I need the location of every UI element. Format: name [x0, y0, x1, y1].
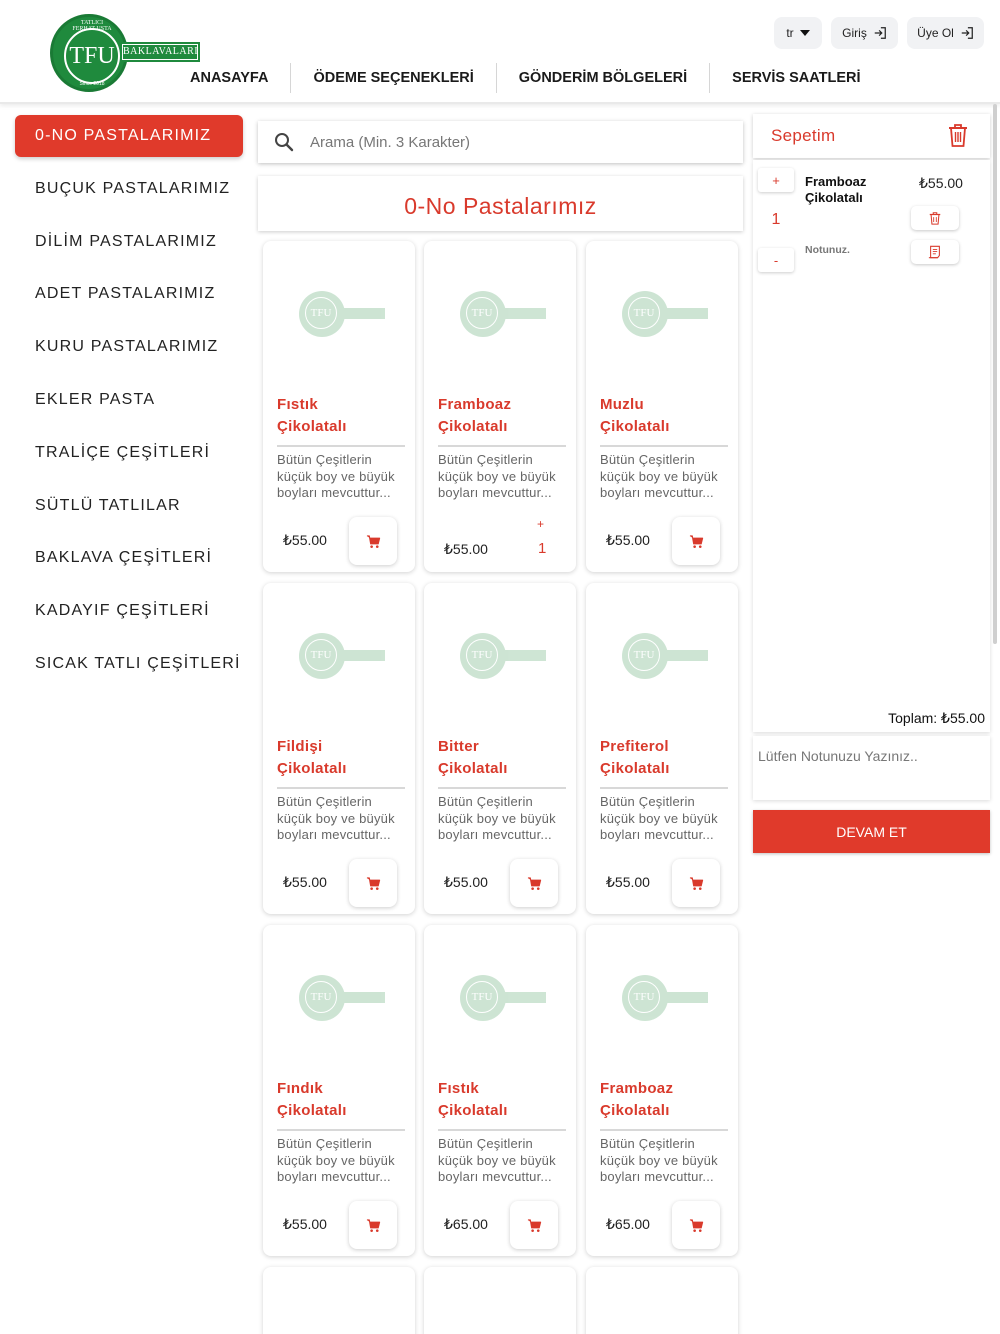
cart-total: Toplam: ₺55.00: [888, 710, 985, 726]
product-description-line: boyları mevcuttur...: [438, 485, 552, 501]
product-name-line1: Framboaz: [600, 1080, 674, 1097]
add-to-cart-button[interactable]: [349, 517, 397, 565]
product-description: [277, 794, 405, 844]
product-name-line1: Fındık: [277, 1080, 323, 1097]
cart-icon: [366, 876, 381, 891]
product-image-placeholder: [460, 291, 548, 339]
logo-monogram: TFU: [64, 28, 120, 84]
logo-arc-text: TATLICI FERHAT USTA: [72, 20, 112, 32]
cart-qty-value: 1: [771, 211, 781, 228]
product-card[interactable]: [586, 925, 738, 1256]
product-price: ₺55.00: [444, 541, 488, 557]
product-divider: [438, 1129, 566, 1131]
product-description-line: küçük boy ve büyük: [600, 468, 718, 484]
product-name: [600, 736, 728, 779]
nav-payment-options[interactable]: ÖDEME SEÇENEKLERİ: [313, 70, 474, 86]
logo-band: BAKLAVALARI: [122, 44, 198, 60]
nav-delivery-areas[interactable]: GÖNDERİM BÖLGELERİ: [518, 70, 688, 86]
product-name-line2: Çikolatalı: [438, 759, 508, 777]
sidebar-item-bucuk-pastalarimiz[interactable]: BUÇUK PASTALARIMIZ: [35, 179, 231, 197]
product-price: ₺65.00: [606, 1216, 650, 1232]
product-image-placeholder: [622, 633, 710, 681]
language-select[interactable]: [774, 17, 822, 49]
product-description: [600, 1136, 728, 1186]
product-description-line: küçük boy ve büyük: [277, 1152, 395, 1168]
cart-item-note-button[interactable]: [911, 240, 959, 264]
product-description-line: Bütün Çeşitlerin: [277, 452, 372, 467]
product-divider: [600, 787, 728, 789]
sidebar-item-sutlu-tatlilar[interactable]: SÜTLÜ TATLILAR: [35, 496, 181, 514]
product-card[interactable]: [263, 583, 415, 914]
product-name-line2: Çikolatalı: [600, 1101, 670, 1119]
product-description-line: Bütün Çeşitlerin: [277, 1136, 372, 1151]
product-name: [600, 394, 728, 437]
add-to-cart-button[interactable]: [349, 1201, 397, 1249]
product-name-line2: Çikolatalı: [600, 417, 670, 435]
product-description-line: küçük boy ve büyük: [438, 810, 556, 826]
product-description-line: Bütün Çeşitlerin: [277, 794, 372, 809]
product-price: ₺55.00: [283, 1216, 327, 1232]
product-name: [600, 1078, 728, 1121]
product-divider: [277, 1129, 405, 1131]
product-name-line1: Fıstık: [277, 396, 318, 413]
product-description: [438, 794, 566, 844]
product-name-line1: Muzlu: [600, 396, 644, 413]
register-button[interactable]: [907, 17, 984, 49]
product-name: [277, 1078, 405, 1121]
logo-since: Since 2018: [79, 81, 105, 87]
search-bar: [258, 121, 743, 163]
add-to-cart-button[interactable]: [672, 1201, 720, 1249]
product-price: ₺55.00: [283, 874, 327, 890]
product-description: [277, 452, 405, 502]
product-price: ₺55.00: [283, 532, 327, 548]
product-name: [438, 394, 566, 437]
product-description-line: boyları mevcuttur...: [277, 827, 391, 843]
order-note-field[interactable]: [753, 736, 990, 800]
product-name-line2: Çikolatalı: [600, 759, 670, 777]
product-name: [277, 736, 405, 779]
nav-home[interactable]: ANASAYFA: [190, 70, 269, 86]
login-label: Giriş: [842, 26, 867, 40]
product-name-line1: Framboaz: [438, 396, 512, 413]
product-card[interactable]: [263, 241, 415, 572]
cart-body: [753, 160, 990, 732]
product-description-line: küçük boy ve büyük: [438, 1152, 556, 1168]
product-price: ₺65.00: [444, 1216, 488, 1232]
cart-icon: [689, 534, 704, 549]
cart-item-name: [805, 174, 895, 206]
search-icon: [274, 132, 294, 152]
product-card[interactable]: [424, 925, 576, 1256]
product-name: [438, 736, 566, 779]
product-description-line: boyları mevcuttur...: [600, 485, 714, 501]
product-price: ₺55.00: [606, 874, 650, 890]
search-input[interactable]: [310, 134, 710, 151]
register-icon: [960, 26, 974, 40]
product-name-line2: Çikolatalı: [438, 417, 508, 435]
product-description-line: Bütün Çeşitlerin: [600, 1136, 695, 1151]
sidebar-item-kadayif-cesitleri[interactable]: KADAYIF ÇEŞİTLERİ: [35, 602, 210, 620]
cart-icon: [527, 1218, 542, 1233]
product-price: ₺55.00: [444, 874, 488, 890]
clear-cart-trash-icon[interactable]: [947, 122, 969, 148]
product-name-line2: Çikolatalı: [277, 759, 347, 777]
caret-down-icon: [800, 28, 810, 38]
product-card[interactable]: [263, 1267, 415, 1334]
product-divider: [438, 445, 566, 447]
checkout-button[interactable]: DEVAM ET: [753, 810, 990, 853]
category-sidebar: [15, 115, 243, 696]
product-image-placeholder: [299, 291, 387, 339]
sidebar-item-sicak-tatli-cesitleri[interactable]: SICAK TATLI ÇEŞİTLERİ: [35, 654, 241, 672]
product-name: [438, 1078, 566, 1121]
product-name: [277, 394, 405, 437]
product-card[interactable]: [424, 583, 576, 914]
product-name-line2: Çikolatalı: [277, 417, 347, 435]
main-nav: [168, 62, 883, 94]
product-card[interactable]: [424, 241, 576, 572]
product-card[interactable]: [263, 925, 415, 1256]
product-card[interactable]: [586, 583, 738, 914]
cart-item-note-label: Notunuz.: [805, 244, 850, 256]
product-qty-increase-button[interactable]: +: [537, 517, 545, 531]
product-description-line: Bütün Çeşitlerin: [600, 452, 695, 467]
add-to-cart-button[interactable]: [672, 859, 720, 907]
product-description-line: boyları mevcuttur...: [438, 827, 552, 843]
product-divider: [277, 445, 405, 447]
login-icon: [873, 26, 887, 40]
product-description-line: boyları mevcuttur...: [277, 485, 391, 501]
product-description: [438, 452, 566, 502]
product-description: [600, 452, 728, 502]
add-to-cart-button[interactable]: [349, 859, 397, 907]
product-divider: [600, 445, 728, 447]
product-description-line: küçük boy ve büyük: [277, 810, 395, 826]
product-name-line2: Çikolatalı: [277, 1101, 347, 1119]
cart-item-name-line2: Çikolatalı: [805, 190, 863, 205]
sidebar-item-tralice-cesitleri[interactable]: TRALİÇE ÇEŞİTLERİ: [35, 443, 211, 461]
product-description-line: boyları mevcuttur...: [438, 1169, 552, 1185]
page-scrollbar[interactable]: [993, 104, 997, 644]
language-label: tr: [786, 26, 794, 40]
product-description-line: küçük boy ve büyük: [600, 1152, 718, 1168]
product-card[interactable]: [586, 1267, 738, 1334]
add-to-cart-button[interactable]: [672, 517, 720, 565]
product-description-line: küçük boy ve büyük: [438, 468, 556, 484]
header: [0, 0, 1000, 104]
login-button[interactable]: [831, 17, 898, 49]
cart-item-name-line1: Framboaz: [805, 174, 867, 189]
product-description-line: boyları mevcuttur...: [277, 1169, 391, 1185]
product-card[interactable]: [586, 241, 738, 572]
product-price: ₺55.00: [606, 532, 650, 548]
product-description-line: küçük boy ve büyük: [600, 810, 718, 826]
product-description-line: boyları mevcuttur...: [600, 1169, 714, 1185]
product-description-line: Bütün Çeşitlerin: [438, 794, 533, 809]
product-name-line1: Fildişi: [277, 738, 323, 755]
cart-header: [753, 114, 990, 158]
cart-icon: [689, 876, 704, 891]
sidebar-item-ekler-pasta[interactable]: EKLER PASTA: [35, 390, 156, 408]
product-name-line2: Çikolatalı: [438, 1101, 508, 1119]
product-description: [438, 1136, 566, 1186]
product-name-line1: Bitter: [438, 738, 479, 755]
sidebar-item-kuru-pastalarimiz[interactable]: KURU PASTALARIMIZ: [35, 338, 219, 356]
product-image-placeholder: [622, 975, 710, 1023]
product-image-placeholder: [299, 633, 387, 681]
cart-qty-increase-button[interactable]: +: [758, 168, 794, 192]
cart-item-remove-button[interactable]: [911, 206, 959, 230]
sidebar-item-adet-pastalarimiz[interactable]: ADET PASTALARIMIZ: [35, 285, 216, 303]
product-description-line: Bütün Çeşitlerin: [438, 452, 533, 467]
cart-icon: [527, 876, 542, 891]
trash-icon: [928, 211, 942, 225]
product-description-line: Bütün Çeşitlerin: [600, 794, 695, 809]
add-to-cart-button[interactable]: [510, 859, 558, 907]
product-description: [277, 1136, 405, 1186]
nav-service-hours[interactable]: SERVİS SAATLERİ: [732, 70, 861, 86]
note-icon: [928, 245, 942, 259]
product-description-line: boyları mevcuttur...: [600, 827, 714, 843]
category-title: 0-No Pastalarımız: [258, 176, 743, 231]
register-label: Üye Ol: [917, 26, 954, 40]
product-image-placeholder: [299, 975, 387, 1023]
cart-item-price: ₺55.00: [919, 175, 963, 191]
product-description-line: küçük boy ve büyük: [277, 468, 395, 484]
product-divider: [600, 1129, 728, 1131]
product-description-line: Bütün Çeşitlerin: [438, 1136, 533, 1151]
product-divider: [438, 787, 566, 789]
add-to-cart-button[interactable]: [510, 1201, 558, 1249]
product-image-placeholder: [622, 291, 710, 339]
product-description: [600, 794, 728, 844]
sidebar-item-baklava-cesitleri[interactable]: BAKLAVA ÇEŞİTLERİ: [35, 549, 213, 567]
sidebar-item-0-no-pastalarimiz[interactable]: 0-NO PASTALARIMIZ: [15, 115, 243, 157]
cart-icon: [366, 534, 381, 549]
logo-circle: [50, 14, 128, 92]
cart-icon: [689, 1218, 704, 1233]
product-image-placeholder: [460, 975, 548, 1023]
cart-qty-decrease-button[interactable]: -: [758, 248, 794, 272]
product-qty-value: 1: [538, 540, 547, 557]
cart-icon: [366, 1218, 381, 1233]
product-name-line1: Prefiterol: [600, 738, 669, 755]
product-name-line1: Fıstık: [438, 1080, 479, 1097]
product-image-placeholder: [460, 633, 548, 681]
product-divider: [277, 787, 405, 789]
sidebar-item-dilim-pastalarimiz[interactable]: DİLİM PASTALARIMIZ: [35, 232, 217, 250]
cart-title: Sepetim: [771, 126, 836, 145]
product-card[interactable]: [424, 1267, 576, 1334]
